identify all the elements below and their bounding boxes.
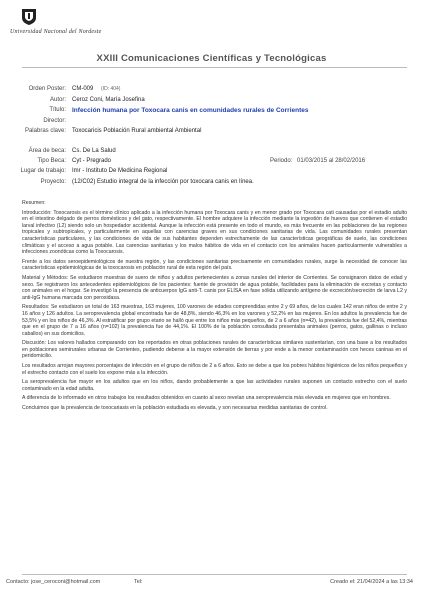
orden-code: CM-009: [72, 86, 94, 92]
paragraph-children: Los resultados arrojan mayores porcentajes de infección en el grupo de niños de 2 a 6 años. Esto se debe a que los pobres hábitos higiénicos de los niños pequeños y el estrecho contacto con el suelo los expone más a la infección.: [22, 363, 407, 376]
autor-value: Ceroz Coni, María Josefina: [72, 97, 145, 103]
proyecto-value: (12/C02) Estudio integral de la infección por toxocara canis en línea.: [72, 179, 254, 185]
palabras-label: Palabras clave:: [24, 128, 66, 134]
university-logo: [21, 8, 37, 26]
resumen-heading: Resumen:: [22, 200, 46, 206]
periodo-value: 01/03/2015 al 28/02/2016: [297, 158, 366, 164]
paragraph-results: Resultados: Se estudiaron un total de 163 muestras, 163 mujeres, 100 varones de edades comprendidas entre 2 y 69 años, de los cuales 142 eran niños de entre 2 y 16 años y 126 adultos. La seroprevalencia global encontrada fue de 48,8%, siendo 46,3% en los varones y 52,2% en las mujeres. En los adultos la prevalencia fue de 53,5% y en los niños de 46,3%. Al estratificar por grupo etario se halló que entre los niños más pequeños, de 2 a 6 años (n=42), la prevalencia fue del 52,4%, mientras que en el grupo de 7 a 16 años (n=102) la prevalencia fue de 44,1%. El 100% de la población consultada presentaba animales (perros, gatos, gallinas o incluso caballos) en sus domicilios.: [22, 304, 407, 337]
area-value: Cs. De La Salud: [72, 148, 116, 154]
proyecto-label: Proyecto:: [40, 179, 66, 185]
director-label: Director:: [43, 118, 66, 124]
paragraph-adults: La seroprevalencia fue mayor en los adultos que en los niños, dando probablemente a que las actividades rurales suponen un contacto estrecho con el suelo contaminado en la edad adulta.: [22, 379, 407, 392]
lugar-value: Imr - Instituto De Medicina Regional: [72, 168, 168, 174]
palabras-value: Toxocaricis Población Rural ambiental Ambiental: [72, 128, 202, 134]
orden-id: (ID: 404): [101, 86, 121, 92]
page-title: XXIII Comunicaciones Científicas y Tecnológicas: [96, 53, 327, 64]
autor-label: Autor:: [49, 97, 66, 103]
titulo-label: Título:: [49, 107, 66, 113]
area-label: Área de beca:: [28, 148, 66, 154]
abstract: [22, 200, 407, 415]
orden-label: Orden Poster:: [28, 86, 66, 92]
footer-divider: [22, 574, 407, 575]
orden-value: [72, 86, 120, 93]
title-divider: [22, 67, 407, 68]
tipo-label: Tipo Beca:: [37, 158, 66, 164]
titulo-value: Infección humana por Toxocara canis en comunidades rurales de Corrientes: [72, 107, 309, 114]
periodo: [270, 158, 365, 165]
periodo-label: Periodo:: [270, 158, 293, 164]
paragraph-conclusion: Concluimos que la prevalencia de toxocariasis en la población estudiada es elevada, y son necesarias medidas sanitarias de control.: [22, 405, 328, 412]
paragraph-sex: A diferencia de lo informado en otros trabajos los resultados obtenidos en cuanto al sexo revelan una seroprevalencia más elevada en mujeres que en hombres.: [22, 395, 391, 402]
tipo-value: Cyt - Pregrado: [72, 158, 112, 164]
paragraph-discussion: Discusión: Los valores hallados comparando con los reportados en otras poblaciones rurales de características similares sustentarían, con una base a los resultados en poblaciones semirurales urbanas de Corrientes, pudiendo deberse a la mayor extensión de tierras y por ende a la menor contaminación con heces caninas en el peridomicilio.: [22, 340, 407, 360]
footer-created: Creado el: 21/04/2024 a las 13:34: [330, 579, 413, 585]
lugar-label: Lugar de trabajo:: [20, 168, 66, 174]
paragraph-methods: Material y Métodos: Se estudiaron muestras de suero de niños y adultos pertenecientes a zonas rurales del interior de Corrientes. Se consignaron datos de edad y sexo. Se registraron los antecedentes epidemiológicos de los pacientes: fuente de provisión de agua potable, facilidades para la eliminación de excretas y contacto con animales en el hogar. Se investigó la presencia de anticuerpos IgG anti-T. canis por ELISA en fase sólida utilizando antígeno de excreción/secreción de larva L2 y anti-IgG humana marcada con peroxidasa.: [22, 274, 407, 301]
paragraph-need: Frente a los datos seroepidemiológicos de nuestra región, y las condiciones sanitarias precisamente en comunidades rurales, surge la necesidad de conocer las características epidemiológicas de la toxocarosis en población rural de esta región del país.: [22, 258, 407, 272]
paragraph-intro: Introducción: Toxocarosis es el término clínico aplicado a la infección humana por Toxocara canis y en menor grado por Toxocara cati causadas por el estadio adulto en el intestino delgado de perros domésticos y del gato, respectivamente. El hombre adquiere la infección mediante la ingestión de huevos que contienen el estadio larval infectivo (L2) siendo solo un hospedador accidental. Aunque la infección está presente en todo el mundo, es más frecuente en las poblaciones de las regiones tropicales y subtropicales, y particularmente en aquellas con carencias graves en sus condiciones sanitarias de vida. Las comunidades rurales presentan características particulares, y las condiciones de vida de sus habitantes dependen estrechamente de las características geográficas de suelo, las condiciones climáticas y el acceso a agua potable. Las carencias sanitarias y los malos hábitos de vida en el contacto con los animales hacen particularmente vulnerables a infecciones zoonóticas como la Toxocarosis.: [22, 209, 407, 256]
footer-contact: Contacto: jose_ceroconi@hotmail.com: [6, 579, 101, 585]
footer-tel: Tel:: [134, 579, 143, 585]
university-name: Universidad Nacional del Nordeste: [10, 29, 102, 35]
